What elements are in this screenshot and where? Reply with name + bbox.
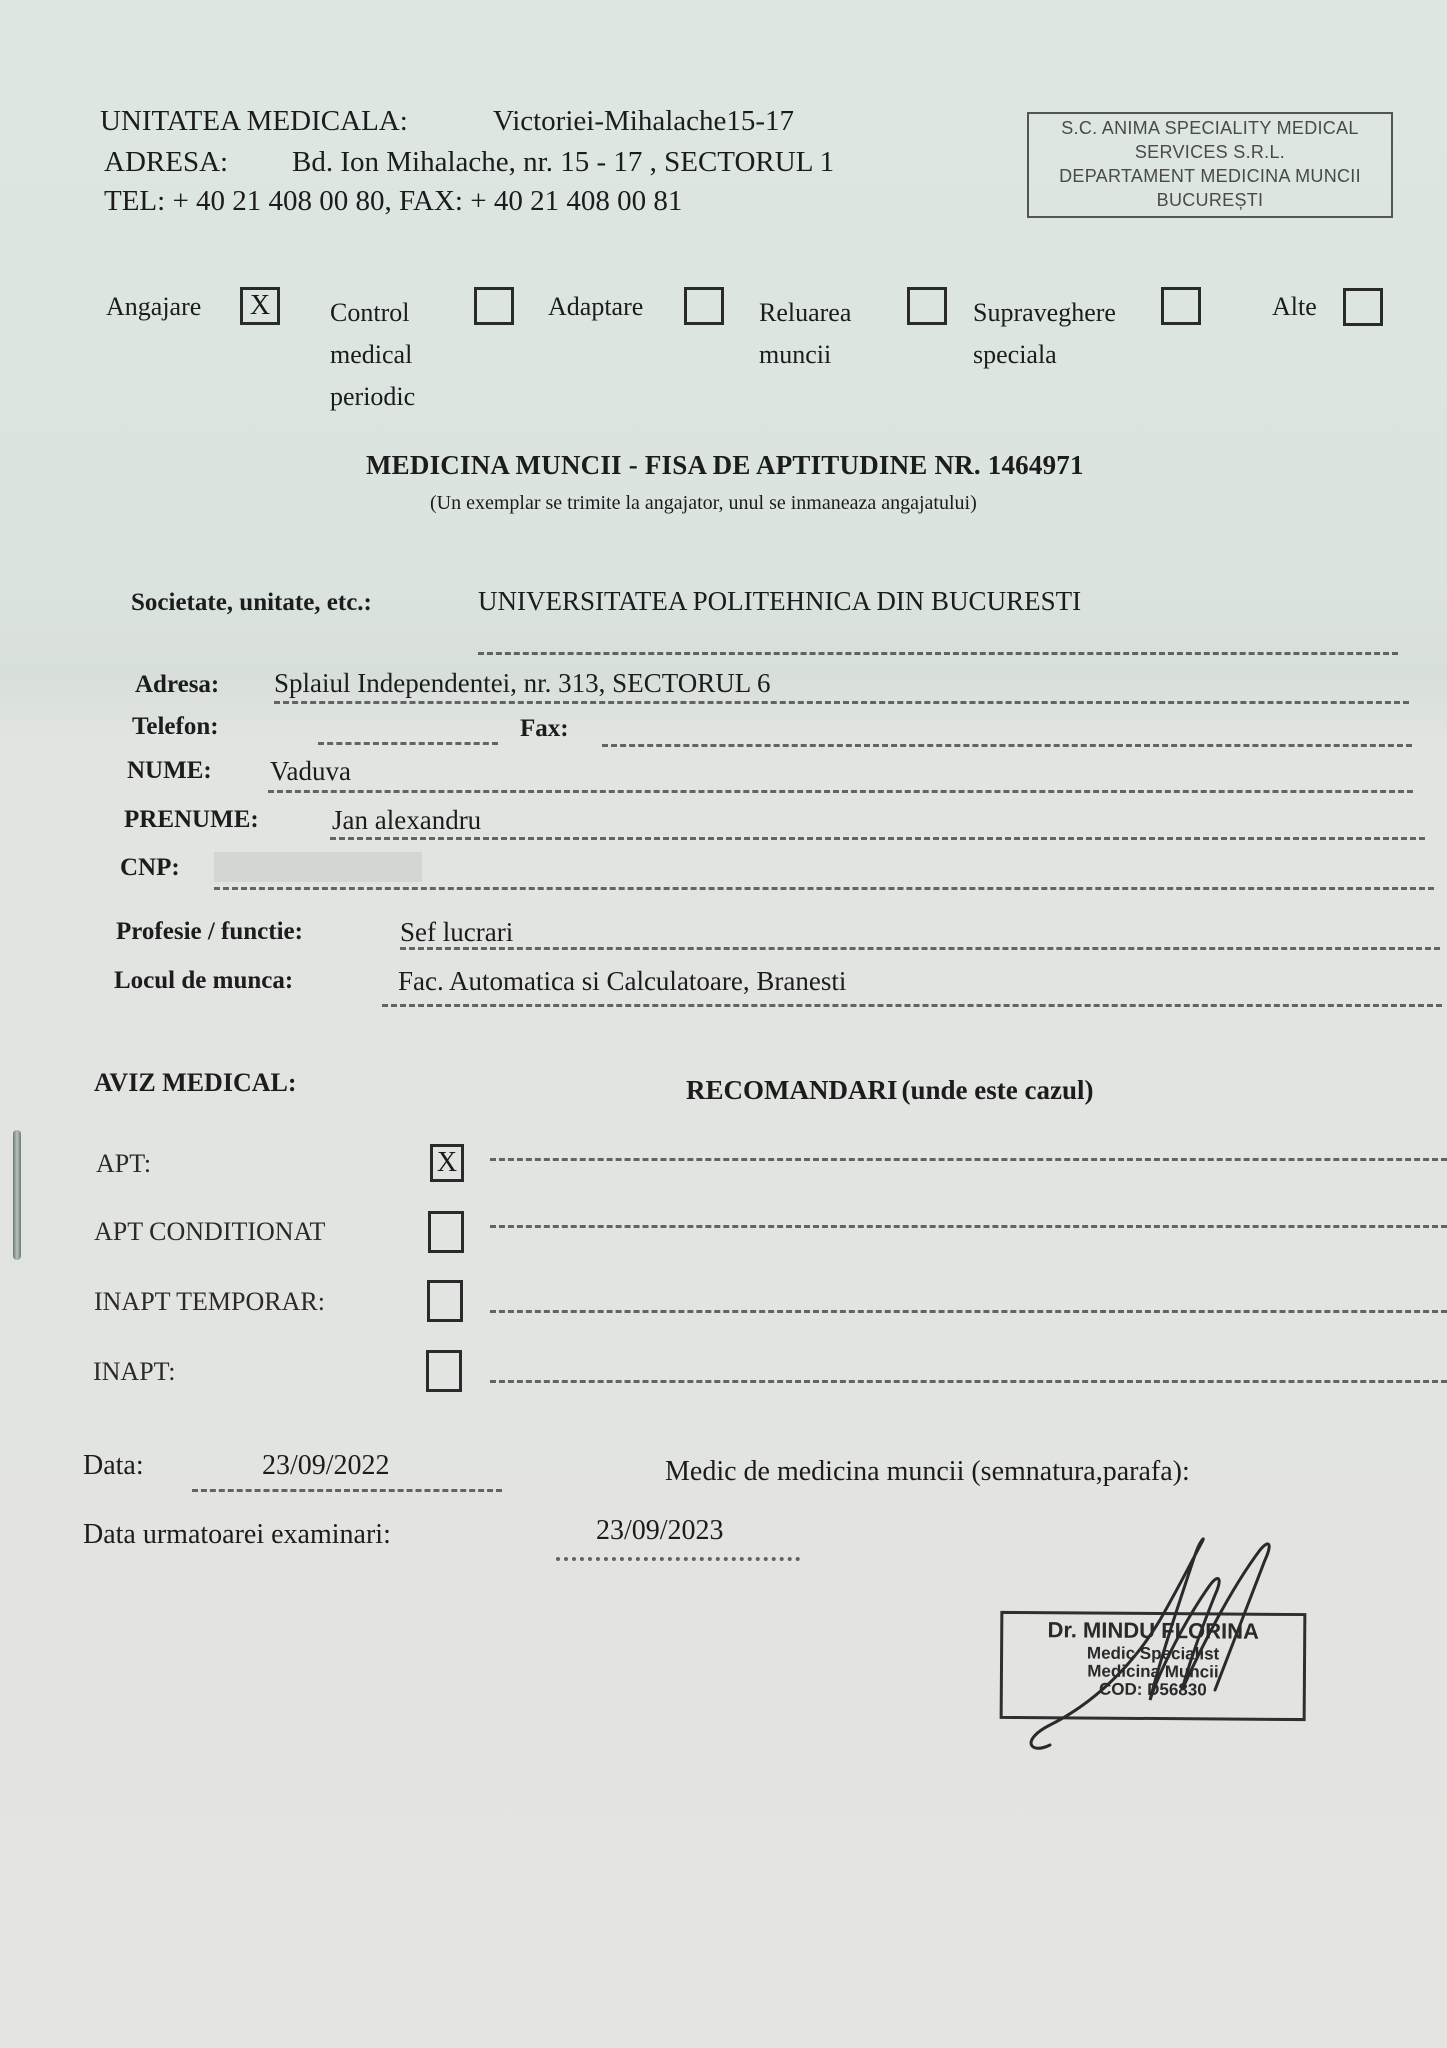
last-name-value[interactable]: Vaduva: [270, 756, 351, 786]
workplace-value[interactable]: Fac. Automatica si Calculatoare, Branesti: [398, 966, 847, 996]
label-line: Reluarea: [759, 298, 852, 327]
aviz-apt-recommendation-line[interactable]: [490, 1158, 1447, 1161]
aviz-inapt-temporar-checkbox[interactable]: [427, 1280, 463, 1322]
next-exam-value[interactable]: 23/09/2023: [596, 1515, 724, 1546]
exam-type-supraveghere-checkbox[interactable]: [1161, 287, 1201, 325]
aviz-apt-checkbox[interactable]: X: [430, 1144, 464, 1182]
company-stamp: [1027, 112, 1393, 218]
recommendations-heading: [686, 1075, 1093, 1106]
profession-dotted-line: [400, 947, 1440, 950]
last-name-label: NUME:: [127, 757, 212, 784]
workplace-dotted-line: [382, 1004, 1442, 1007]
date-label: Data:: [83, 1450, 144, 1481]
exam-type-supraveghere-label: [973, 292, 1116, 376]
label-line: speciala: [973, 340, 1057, 369]
exam-type-control-label: [330, 292, 415, 418]
first-name-value[interactable]: Jan alexandru: [332, 805, 482, 835]
recommendations-title: RECOMANDARI: [686, 1075, 898, 1105]
profession-value[interactable]: Sef lucrari: [400, 917, 514, 947]
aviz-heading: AVIZ MEDICAL:: [94, 1068, 297, 1097]
exam-type-adaptare-checkbox[interactable]: [684, 287, 724, 325]
label-line: muncii: [759, 340, 832, 369]
next-exam-dotted-line: [556, 1557, 800, 1561]
doctor-name: Dr. MINDU FLORINA: [1047, 1617, 1260, 1644]
cnp-dotted-line: [214, 887, 1434, 890]
exam-type-angajare-label: Angajare: [106, 292, 202, 321]
date-dotted-line: [192, 1489, 502, 1492]
paper-clip-icon: [13, 1130, 21, 1260]
document-subtitle: (Un exemplar se trimite la angajator, unul se inmaneaza angajatului): [430, 492, 977, 514]
exam-type-angajare-checkbox[interactable]: X: [240, 287, 280, 325]
doctor-code: COD: D56830: [1098, 1679, 1207, 1700]
medical-address-label: ADRESA:: [104, 146, 229, 178]
company-label: Societate, unitate, etc.:: [131, 589, 372, 616]
label-line: periodic: [330, 382, 416, 411]
exam-type-alte-label: Alte: [1272, 292, 1317, 321]
cnp-redacted-value: [214, 852, 422, 882]
exam-type-adaptare-label: Adaptare: [548, 292, 644, 321]
next-exam-label: Data urmatoarei examinari:: [83, 1519, 391, 1550]
doctor-specialty: Medicina Muncii: [1087, 1661, 1219, 1682]
document-title: MEDICINA MUNCII - FISA DE APTITUDINE NR. 1464971: [366, 450, 1084, 480]
stamp-line: S.C. ANIMA SPECIALITY MEDICAL: [1061, 118, 1359, 138]
address-dotted-line: [274, 701, 1409, 704]
aviz-apt-conditionat-label: APT CONDITIONAT: [94, 1217, 326, 1246]
label-line: Supraveghere: [973, 298, 1116, 327]
stamp-line: DEPARTAMENT MEDICINA MUNCII: [1059, 166, 1361, 186]
phone-label: Telefon:: [132, 713, 219, 740]
label-line: Control: [330, 298, 410, 327]
signature-icon: [1010, 1530, 1310, 1760]
stamp-line: BUCUREȘTI: [1156, 190, 1264, 210]
cnp-label: CNP:: [120, 854, 180, 881]
aviz-apt-conditionat-recommendation-line[interactable]: [490, 1225, 1447, 1228]
address-label: Adresa:: [135, 671, 220, 698]
exam-type-reluarea-label: [759, 292, 851, 376]
workplace-label: Locul de munca:: [114, 967, 294, 994]
medical-contact: TEL: + 40 21 408 00 80, FAX: + 40 21 408 00 81: [104, 185, 683, 217]
aviz-inapt-checkbox[interactable]: [426, 1350, 462, 1392]
aviz-inapt-label: INAPT:: [93, 1357, 176, 1386]
exam-type-control-checkbox[interactable]: [474, 287, 514, 325]
phone-dotted-line[interactable]: [318, 742, 498, 745]
stamp-line: SERVICES S.R.L.: [1134, 142, 1286, 162]
aviz-inapt-recommendation-line[interactable]: [490, 1380, 1447, 1383]
date-value[interactable]: 23/09/2022: [262, 1450, 390, 1481]
first-name-label: PRENUME:: [124, 806, 259, 833]
address-value[interactable]: Splaiul Independentei, nr. 313, SECTORUL 6: [274, 668, 771, 698]
recommendations-note: (unde este cazul): [901, 1075, 1094, 1105]
first-name-dotted-line: [330, 837, 1425, 840]
aviz-apt-conditionat-checkbox[interactable]: [428, 1211, 464, 1253]
company-value[interactable]: UNIVERSITATEA POLITEHNICA DIN BUCURESTI: [478, 586, 1082, 616]
medical-unit-value: Victoriei-Mihalache15-17: [493, 105, 795, 137]
doctor-title: Medic Specialist: [1086, 1643, 1220, 1664]
medical-unit-label: UNITATEA MEDICALA:: [100, 105, 408, 137]
label-line: medical: [330, 340, 413, 369]
fax-dotted-line[interactable]: [602, 744, 1412, 747]
profession-label: Profesie / functie:: [116, 918, 303, 945]
aviz-apt-label: APT:: [96, 1149, 152, 1178]
company-dotted-line: [478, 652, 1398, 655]
doctor-signature-label: Medic de medicina muncii (semnatura,parafa):: [665, 1456, 1190, 1487]
exam-type-alte-checkbox[interactable]: [1343, 288, 1383, 326]
medical-address-value: Bd. Ion Mihalache, nr. 15 - 17 , SECTORUL 1: [292, 146, 835, 178]
aviz-inapt-temporar-label: INAPT TEMPORAR:: [94, 1287, 325, 1316]
exam-type-reluarea-checkbox[interactable]: [907, 287, 947, 325]
aviz-inapt-temporar-recommendation-line[interactable]: [490, 1310, 1447, 1313]
fax-label: Fax:: [520, 715, 569, 742]
last-name-dotted-line: [268, 790, 1413, 793]
